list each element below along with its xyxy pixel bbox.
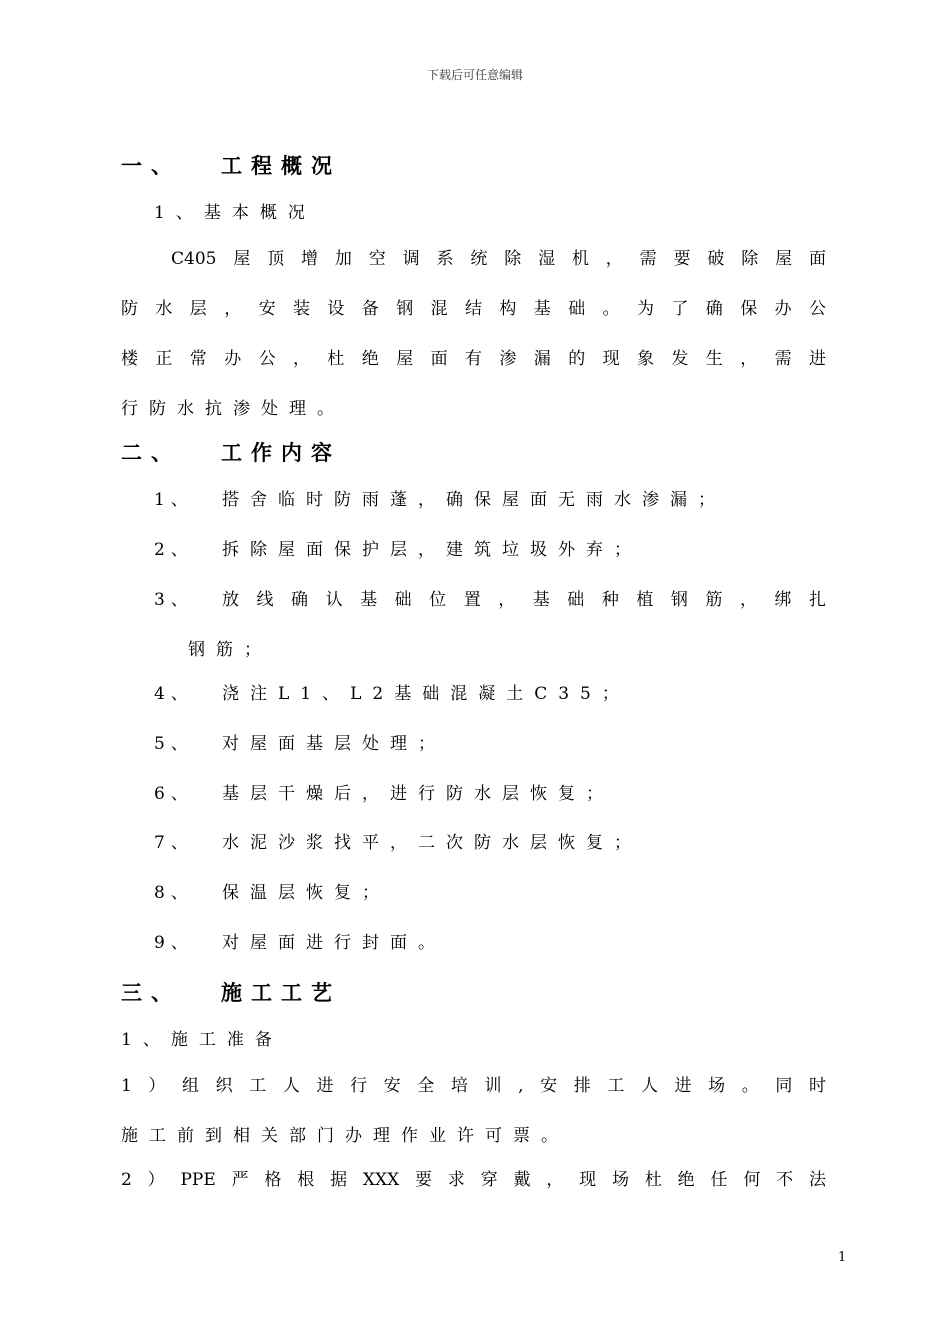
- subsection-title: 1、施工准备: [121, 1030, 283, 1050]
- list-item-text: 搭舍临时防雨蓬，确保屋面无雨水渗漏；: [222, 490, 726, 510]
- paragraph-line: 行防水抗渗处理。: [121, 399, 345, 419]
- paragraph-line: 施工前到相关部门办理作业许可票。: [121, 1126, 569, 1146]
- paragraph-line: C405屋顶增加空调系统除湿机，需要破除屋面: [171, 249, 826, 269]
- list-item-number: 6、: [154, 784, 194, 804]
- list-item-number: 7、: [154, 833, 194, 853]
- section-number: 三、: [121, 980, 181, 1005]
- list-item-text: 水泥沙浆找平，二次防水层恢复；: [222, 833, 642, 853]
- paragraph-line: 楼正常办公，杜绝屋面有渗漏的现象发生，需进: [121, 349, 826, 369]
- list-item-number: 9、: [154, 933, 194, 953]
- list-item-number: 5、: [154, 734, 194, 754]
- list-item-number: 3、: [154, 590, 194, 610]
- list-item-number: 2、: [154, 540, 194, 560]
- subsection-title: 1、基本概况: [154, 203, 316, 223]
- list-item-text: 拆除屋面保护层，建筑垃圾外弃；: [222, 540, 642, 560]
- list-item-number: 1、: [154, 490, 194, 510]
- paragraph-line: 1）组织工人进行安全培训,安排工人进场。同时: [121, 1076, 826, 1096]
- list-item-text: 放线确认基础位置，基础种植钢筋，绑扎: [222, 590, 826, 610]
- list-item-number: 4、: [154, 684, 194, 704]
- list-item-text: 基层干燥后，进行防水层恢复；: [222, 784, 614, 804]
- paragraph-line: 2）PPE严格根据XXX要求穿戴，现场杜绝任何不法: [121, 1170, 826, 1190]
- list-item-text: 对屋面进行封面。: [222, 933, 446, 953]
- section-number: 二、: [121, 440, 181, 465]
- page-number: 1: [838, 1250, 847, 1265]
- list-item-number: 8、: [154, 883, 194, 903]
- section-title: 工程概况: [221, 153, 341, 178]
- list-item-text: 浇注L1、L2基础混凝土C35；: [222, 684, 630, 704]
- section-title: 施工工艺: [221, 980, 341, 1005]
- page-header-note: 下载后可任意编辑: [426, 68, 523, 82]
- section-number: 一、: [121, 153, 181, 178]
- section-title: 工作内容: [221, 440, 341, 465]
- list-item-text: 保温层恢复；: [222, 883, 390, 903]
- list-item-text: 对屋面基层处理；: [222, 734, 446, 754]
- list-item-continuation: 钢筋；: [188, 640, 272, 660]
- paragraph-line: 防水层，安装设备钢混结构基础。为了确保办公: [121, 299, 826, 319]
